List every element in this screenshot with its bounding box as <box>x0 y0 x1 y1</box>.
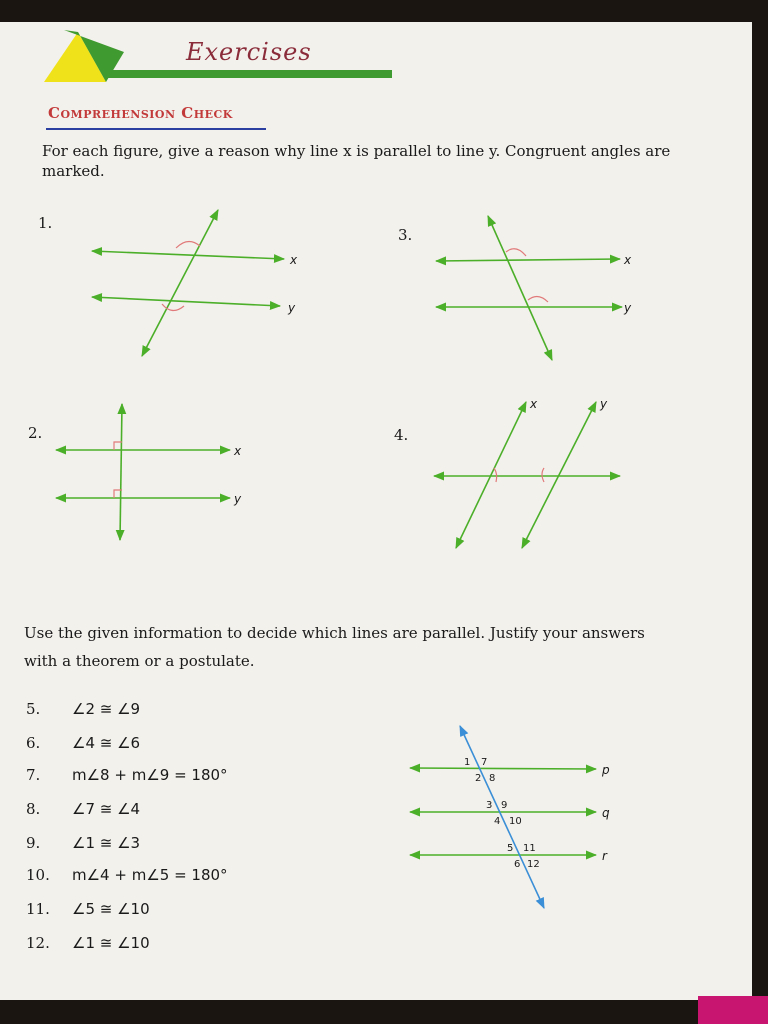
item-text: m∠8 + m∠9 = 180° <box>72 766 228 784</box>
line-label-q: q <box>602 806 610 820</box>
page-title: Exercises <box>186 38 312 66</box>
item-number: 12. <box>26 934 50 952</box>
fig4-label-y: y <box>600 397 608 411</box>
part1-instruction-line2: marked. <box>42 162 105 180</box>
angle-label-12: 12 <box>527 859 540 870</box>
angle-label-1: 1 <box>464 757 471 768</box>
transversal-line <box>460 726 544 908</box>
item-number: 11. <box>26 900 50 918</box>
item-number: 7. <box>26 766 41 784</box>
item-text: ∠4 ≅ ∠6 <box>72 734 141 752</box>
angle-label-11: 11 <box>523 843 536 854</box>
item-text: ∠5 ≅ ∠10 <box>72 900 150 918</box>
item-number: 10. <box>26 866 50 884</box>
item-number: 5. <box>26 700 41 718</box>
item-text: ∠1 ≅ ∠10 <box>72 934 150 952</box>
line-p <box>410 768 596 769</box>
fig3-label-y: y <box>624 301 632 315</box>
fig3-label-x: x <box>624 253 632 267</box>
fig4-label-x: x <box>530 397 538 411</box>
item-text: ∠1 ≅ ∠3 <box>72 834 141 852</box>
figure-number-1: 1. <box>38 214 53 232</box>
figure-number-4: 4. <box>394 426 409 444</box>
fig1-label-y: y <box>288 301 296 315</box>
fig2-label-x: x <box>234 444 242 458</box>
angle-label-10: 10 <box>509 816 522 827</box>
angle-label-3: 3 <box>486 800 493 811</box>
angle-label-7: 7 <box>481 757 488 768</box>
item-text: m∠4 + m∠5 = 180° <box>72 866 228 884</box>
angle-label-8: 8 <box>489 773 496 784</box>
fig2-label-y: y <box>234 492 242 506</box>
line-label-r: r <box>602 849 607 863</box>
angle-label-5: 5 <box>507 843 514 854</box>
item-text: ∠7 ≅ ∠4 <box>72 800 141 818</box>
fig1-label-x: x <box>290 253 298 267</box>
angle-label-2: 2 <box>475 773 482 784</box>
angle-label-6: 6 <box>514 859 521 870</box>
item-number: 6. <box>26 734 41 752</box>
line-label-p: p <box>602 763 610 777</box>
figure-number-2: 2. <box>28 424 43 442</box>
angle-label-9: 9 <box>501 800 508 811</box>
part1-instruction-line1: For each figure, give a reason why line x is parallel to line y. Congruent angles are <box>42 142 671 160</box>
section-title: Comprehension Check <box>48 104 233 122</box>
part2-instruction-line2: with a theorem or a postulate. <box>24 652 255 670</box>
angle-label-4: 4 <box>494 816 501 827</box>
item-number: 8. <box>26 800 41 818</box>
figure-number-3: 3. <box>398 226 413 244</box>
item-text: ∠2 ≅ ∠9 <box>72 700 141 718</box>
part2-instruction-line1: Use the given information to decide which lines are parallel. Justify your answers <box>24 624 645 642</box>
item-number: 9. <box>26 834 41 852</box>
